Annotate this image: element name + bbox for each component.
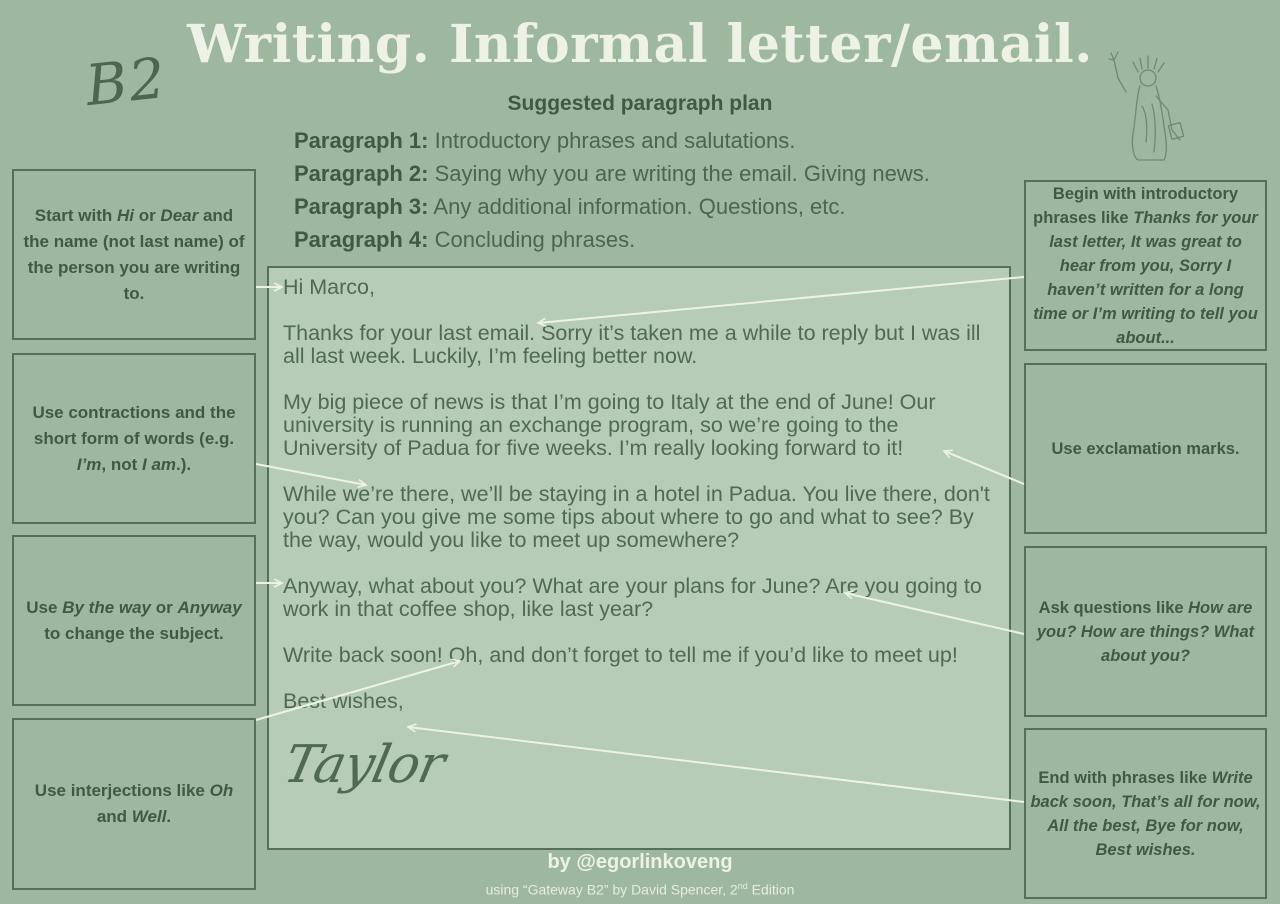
plan-text: Introductory phrases and salutations. bbox=[434, 128, 796, 153]
plan-label: Paragraph 4: bbox=[294, 227, 429, 252]
paragraph-plan bbox=[294, 124, 930, 256]
note-contractions: Use contractions and the short form of words (e.g. I’m, not I am.). bbox=[12, 353, 256, 524]
letter-paragraph-5: Write back soon! Oh, and don’t forget to tell me if you’d like to meet up! bbox=[283, 643, 958, 667]
plan-label: Paragraph 2: bbox=[294, 161, 429, 186]
letter-paragraph-2: My big piece of news is that I’m going to Italy at the end of June! Our university is running an exchange program, so we’re going to the University of Padua for five weeks. I’m really looking forward to it! bbox=[283, 390, 936, 460]
source-credit: using “Gateway B2” by David Spencer, 2nd Edition bbox=[485, 881, 795, 898]
plan-heading: Suggested paragraph plan bbox=[507, 92, 773, 115]
plan-label: Paragraph 3: bbox=[294, 194, 429, 219]
plan-text: Saying why you are writing the email. Giving news. bbox=[434, 161, 930, 186]
level-mark: B2 bbox=[82, 45, 170, 120]
note-exclamation-marks: Use exclamation marks. bbox=[1024, 363, 1267, 534]
letter-paragraph-4: Anyway, what about you? What are your plans for June? Are you going to work in that coffee shop, like last year? bbox=[283, 574, 982, 621]
letter-greeting: Hi Marco, bbox=[283, 275, 375, 299]
note-introductory-phrases: Begin with introductory phrases like Thanks for your last letter, It was great to hear from you, Sorry I haven’t written for a long time or I’m writing to tell you about... bbox=[1024, 180, 1267, 351]
plan-row-1 bbox=[294, 124, 930, 157]
letter-signature: Taylor bbox=[278, 735, 450, 795]
letter-closing: Best wishes, bbox=[283, 689, 404, 713]
sample-letter bbox=[267, 266, 1011, 850]
note-ending-phrases: End with phrases like Write back soon, That’s all for now, All the best, Bye for now, Best wishes. bbox=[1024, 728, 1267, 899]
plan-row-3 bbox=[294, 190, 930, 223]
note-change-subject: Use By the way or Anyway to change the subject. bbox=[12, 535, 256, 706]
plan-text: Any additional information. Questions, etc. bbox=[433, 194, 846, 219]
plan-row-2 bbox=[294, 157, 930, 190]
plan-text: Concluding phrases. bbox=[434, 227, 636, 252]
letter-paragraph-1: Thanks for your last email. Sorry it’s taken me a while to reply but I was ill all last week. Luckily, I’m feeling better now. bbox=[283, 321, 981, 368]
note-interjections: Use interjections like Oh and Well. bbox=[12, 718, 256, 890]
note-questions: Ask questions like How are you? How are things? What about you? bbox=[1024, 546, 1267, 717]
page-title: Writing. Informal letter/email. bbox=[187, 14, 1093, 75]
author-credit: by @egorlinkoveng bbox=[547, 851, 733, 873]
plan-row-4 bbox=[294, 223, 930, 256]
plan-label: Paragraph 1: bbox=[294, 128, 429, 153]
note-salutation: Start with Hi or Dear and the name (not last name) of the person you are writing to. bbox=[12, 169, 256, 340]
letter-paragraph-3: While we’re there, we’ll be staying in a hotel in Padua. You live there, don't you? Can you give me some tips about where to go and what to see? By the way, would you like to meet up somewhere? bbox=[283, 482, 990, 552]
